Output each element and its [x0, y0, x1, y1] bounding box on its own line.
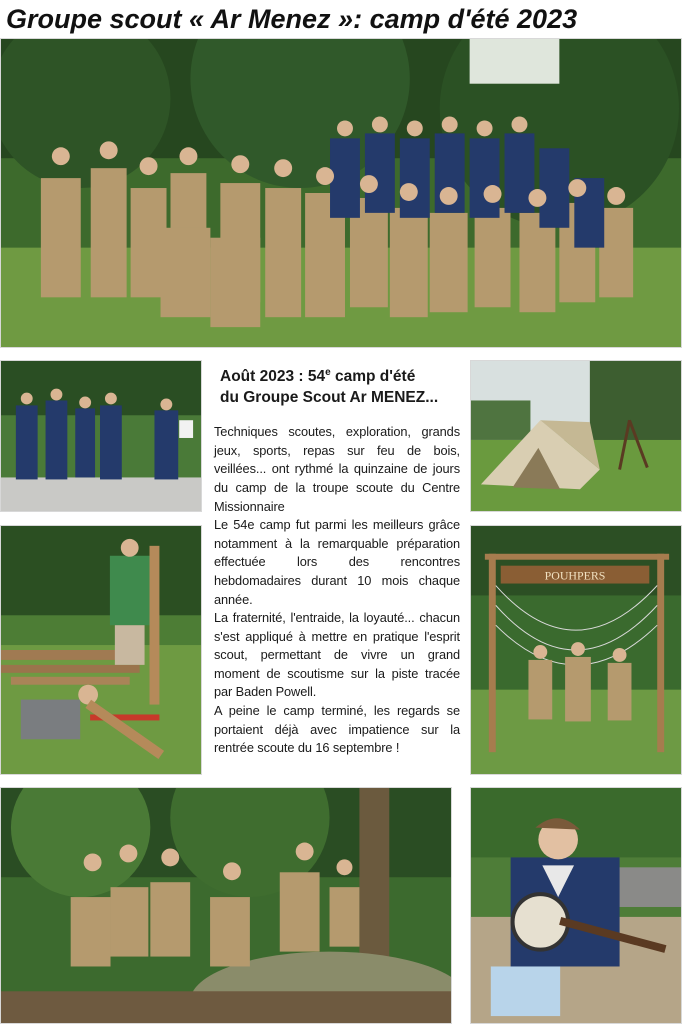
paragraph: Le 54e camp fut parmi les meilleurs grâce notamment à la remarquable préparation effectuée lors des rencontres hebdomadaires durant 10 mois chaque année.	[214, 517, 460, 607]
article-headline	[220, 362, 460, 408]
headline-part: Août 2023 : 54	[220, 368, 326, 386]
banjo-photo	[470, 787, 682, 1024]
paragraph: La fraternité, l'entraide, la loyauté... chacun s'est appliqué à mettre en pratique l'esprit scout, permettant de vivre un grand moment de scoutisme sur la piste tracée par Baden Powell.	[214, 610, 460, 700]
paragraph: Techniques scoutes, exploration, grands jeux, sports, repas sur feu de bois, veillées... ont rythmé la quinzaine de jours du camp de la troupe scoute du Centre Missionnaire	[214, 424, 460, 514]
paragraph: A peine le camp terminé, les regards se portaient déjà avec impatience sur la rentrée scoute du 16 septembre !	[214, 703, 460, 756]
headline-sup: e	[325, 367, 331, 378]
tent-photo	[470, 360, 682, 512]
group-photo	[0, 38, 682, 348]
headline-part-2: camp d'été	[330, 368, 416, 386]
rock-group-photo	[0, 787, 452, 1024]
article-body	[214, 423, 460, 758]
article-text	[214, 360, 460, 780]
woodwork-photo	[0, 525, 202, 775]
gate-sign-text: POUHPERS	[544, 568, 606, 583]
headline-line-2: du Groupe Scout Ar MENEZ...	[220, 389, 439, 407]
scouts-walking-photo	[0, 360, 202, 512]
gate-photo	[470, 525, 682, 775]
page-title: Groupe scout « Ar Menez »: camp d'été 2023	[6, 4, 578, 34]
